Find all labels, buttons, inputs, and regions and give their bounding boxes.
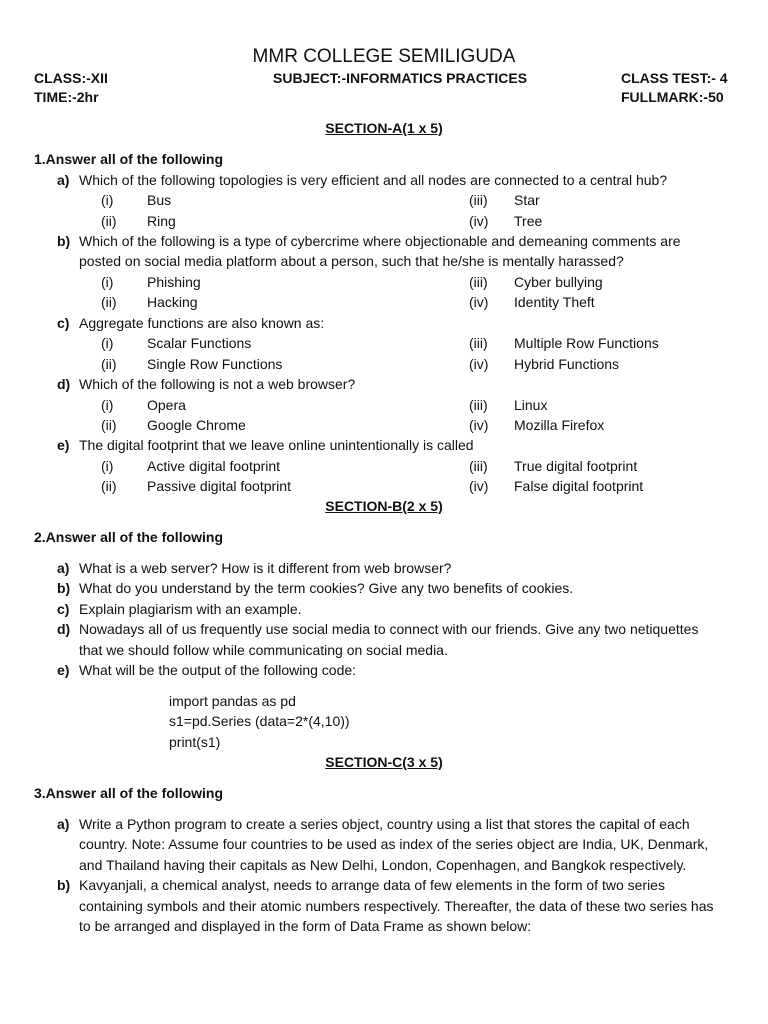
fullmark-label: FULLMARK:-50 bbox=[621, 89, 724, 105]
option-text: Passive digital footprint bbox=[147, 478, 291, 494]
option-text: Ring bbox=[147, 213, 176, 229]
code-line: import pandas as pd bbox=[169, 693, 296, 709]
option-number: (iv) bbox=[469, 478, 489, 494]
question-text: to be arranged and displayed in the form of Data Frame as shown below: bbox=[79, 918, 532, 934]
option-text: Phishing bbox=[147, 274, 201, 290]
option-text: Single Row Functions bbox=[147, 356, 283, 372]
time-label: TIME:-2hr bbox=[34, 89, 99, 105]
option-text: Star bbox=[514, 192, 540, 208]
question-text: Which of the following is not a web browser? bbox=[79, 376, 356, 392]
question-text: What will be the output of the following code: bbox=[79, 662, 357, 678]
question-text: and Thailand having their capitals as New Delhi, London, Copenhagen, and Bangkok respectively. bbox=[79, 857, 687, 873]
option-number: (i) bbox=[101, 274, 114, 290]
question-marker: d) bbox=[57, 621, 71, 637]
subject-label: SUBJECT:-INFORMATICS PRACTICES bbox=[273, 70, 528, 86]
question-marker: e) bbox=[57, 437, 70, 453]
option-number: (iii) bbox=[469, 192, 488, 208]
question-marker: b) bbox=[57, 580, 71, 596]
option-number: (i) bbox=[101, 192, 114, 208]
question-text: Which of the following is a type of cybercrime where objectionable and demeaning comments are bbox=[79, 233, 681, 249]
section-b-title: SECTION-B(2 x 5) bbox=[325, 498, 443, 514]
option-text: Google Chrome bbox=[147, 417, 246, 433]
question-text: What do you understand by the term cookies? Give any two benefits of cookies. bbox=[79, 580, 574, 596]
section-a-heading: 1.Answer all of the following bbox=[34, 151, 224, 167]
question-marker: a) bbox=[57, 172, 70, 188]
question-text: Explain plagiarism with an example. bbox=[79, 601, 302, 617]
option-number: (iii) bbox=[469, 335, 488, 351]
option-text: Cyber bullying bbox=[514, 274, 603, 290]
option-number: (ii) bbox=[101, 417, 117, 433]
option-number: (iii) bbox=[469, 274, 488, 290]
question-text: that we should follow while communicating on social media. bbox=[79, 642, 448, 658]
option-text: False digital footprint bbox=[514, 478, 644, 494]
question-text: containing symbols and their atomic numbers respectively. Thereafter, the data of these two series has bbox=[79, 898, 714, 914]
option-number: (iv) bbox=[469, 356, 489, 372]
option-text: Hybrid Functions bbox=[514, 356, 620, 372]
question-text: Nowadays all of us frequently use social media to connect with our friends. Give any two netiquettes bbox=[79, 621, 699, 637]
question-marker: c) bbox=[57, 601, 70, 617]
option-number: (iii) bbox=[469, 397, 488, 413]
option-number: (iv) bbox=[469, 417, 489, 433]
question-marker: e) bbox=[57, 662, 70, 678]
college-title: MMR COLLEGE SEMILIGUDA bbox=[252, 46, 516, 67]
option-text: Bus bbox=[147, 192, 172, 208]
section-b-heading: 2.Answer all of the following bbox=[34, 529, 224, 545]
question-text: country. Note: Assume four countries to be used as index of the series object are India, UK, Denmark, bbox=[79, 836, 709, 852]
section-c-heading: 3.Answer all of the following bbox=[34, 785, 224, 801]
question-text: What is a web server? How is it different from web browser? bbox=[79, 560, 452, 576]
option-number: (iv) bbox=[469, 294, 489, 310]
option-number: (i) bbox=[101, 335, 114, 351]
option-text: Identity Theft bbox=[514, 294, 595, 310]
option-text: True digital footprint bbox=[514, 458, 638, 474]
question-marker: a) bbox=[57, 560, 70, 576]
option-text: Multiple Row Functions bbox=[514, 335, 659, 351]
option-number: (i) bbox=[101, 397, 114, 413]
question-text: Which of the following topologies is very efficient and all nodes are connected to a central hub? bbox=[79, 172, 668, 188]
option-text: Mozilla Firefox bbox=[514, 417, 605, 433]
option-text: Scalar Functions bbox=[147, 335, 252, 351]
option-text: Active digital footprint bbox=[147, 458, 281, 474]
option-text: Tree bbox=[514, 213, 543, 229]
option-number: (ii) bbox=[101, 478, 117, 494]
option-number: (ii) bbox=[101, 294, 117, 310]
section-c-title: SECTION-C(3 x 5) bbox=[325, 754, 443, 770]
option-number: (i) bbox=[101, 458, 114, 474]
class-label: CLASS:-XII bbox=[34, 70, 108, 86]
code-line: s1=pd.Series (data=2*(4,10)) bbox=[169, 713, 350, 729]
question-text: Write a Python program to create a series object, country using a list that stores the capital of each bbox=[79, 816, 690, 832]
option-text: Linux bbox=[514, 397, 548, 413]
question-text: The digital footprint that we leave online unintentionally is called bbox=[79, 437, 474, 453]
option-number: (ii) bbox=[101, 213, 117, 229]
question-marker: a) bbox=[57, 816, 70, 832]
option-text: Opera bbox=[147, 397, 186, 413]
code-line: print(s1) bbox=[169, 734, 221, 750]
option-text: Hacking bbox=[147, 294, 198, 310]
question-marker: c) bbox=[57, 315, 70, 331]
option-number: (iv) bbox=[469, 213, 489, 229]
option-number: (ii) bbox=[101, 356, 117, 372]
question-text: posted on social media platform about a person, such that he/she is mentally harassed? bbox=[79, 253, 624, 269]
question-marker: b) bbox=[57, 233, 71, 249]
question-marker: b) bbox=[57, 877, 71, 893]
section-a-title: SECTION-A(1 x 5) bbox=[325, 120, 443, 136]
option-number: (iii) bbox=[469, 458, 488, 474]
question-marker: d) bbox=[57, 376, 71, 392]
question-text: Kavyanjali, a chemical analyst, needs to arrange data of few elements in the form of two series bbox=[79, 877, 665, 893]
class-test-label: CLASS TEST:- 4 bbox=[621, 70, 728, 86]
question-text: Aggregate functions are also known as: bbox=[79, 315, 325, 331]
